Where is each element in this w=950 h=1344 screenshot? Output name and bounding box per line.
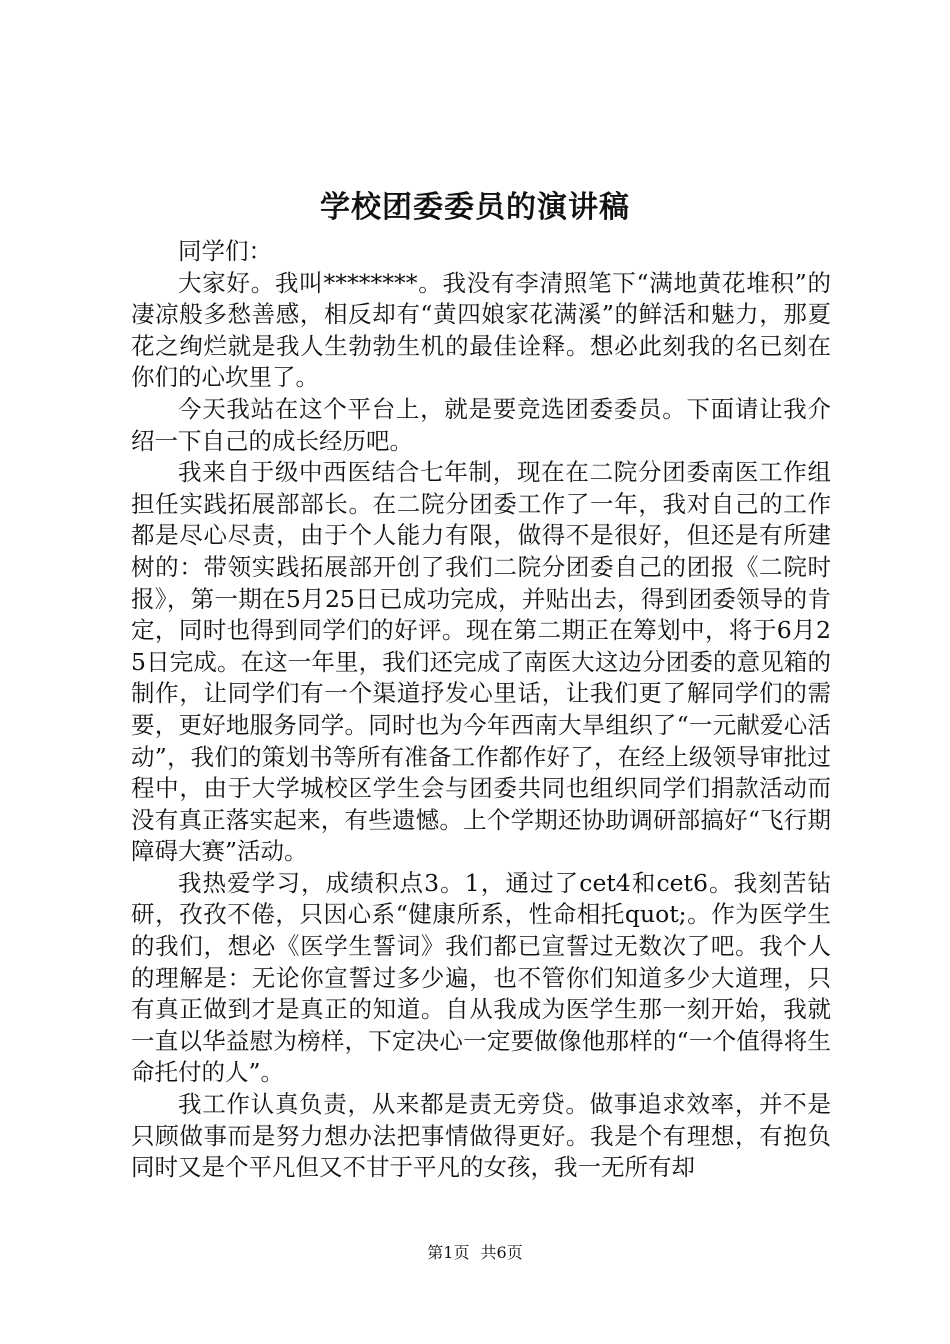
document-body — [131, 236, 831, 1184]
page-total: 共6页 — [480, 1243, 523, 1262]
paragraph-work-experience: 我来自于级中西医结合七年制，现在在二院分团委南医工作组担任实践拓展部部长。在二院分团委工作了一年，我对自己的工作都是尽心尽责，由于个人能力有限，做得不是很好，但还是有所建树的：带领实践拓展部开创了我们二院分团委自己的团报《二院时报》，第一期在5月25日已成功完成，并贴出去，得到团委领导的肯定，同时也得到同学们的好评。现在第二期正在筹划中，将于6月25日完成。在这一年里，我们还完成了南医大这边分团委的意见箱的制作，让同学们有一个渠道抒发心里话，让我们更了解同学们的需要，更好地服务同学。同时也为今年西南大旱组织了“一元献爱心活动”，我们的策划书等所有准备工作都作好了，在经上级领导审批过程中，由于大学城校区学生会与团委共同也组织同学们捐款活动而没有真正落实起来，有些遗憾。上个学期还协助调研部搞好“飞行期障碍大赛”活动。 — [131, 458, 831, 866]
paragraph-introduction: 大家好。我叫********。我没有李清照笔下“满地黄花堆积”的凄凉般多愁善感，相反却有“黄四娘家花满溪”的鲜活和魅力，那夏花之绚烂就是我人生勃勃生机的最佳诠释。想必此刻我的名已刻在你们的心坎里了。 — [131, 268, 831, 392]
paragraph-purpose: 今天我站在这个平台上，就是要竞选团委委员。下面请让我介绍一下自己的成长经历吧。 — [131, 394, 831, 455]
document-title: 学校团委委员的演讲稿 — [320, 190, 630, 225]
paragraph-attitude: 我工作认真负责，从来都是责无旁贷。做事追求效率，并不是只顾做事而是努力想办法把事情做得更好。我是个有理想，有抱负同时又是个平凡但又不甘于平凡的女孩，我一无所有却 — [131, 1090, 831, 1182]
page-footer — [0, 1241, 950, 1265]
paragraph-study: 我热爱学习，成绩积点3。1，通过了cet4和cet6。我刻苦钻研，孜孜不倦，只因心系“健康所系，性命相托quot;。作为医学生的我们，想必《医学生誓词》我们都已宣誓过无数次了吧。我个人的理解是：无论你宣誓过多少遍，也不管你们知道多少大道理，只有真正做到才是真正的知道。自从我成为医学生那一刻开始，我就一直以华益慰为榜样，下定决心一定要做像他那样的“一个值得将生命托付的人”。 — [131, 868, 831, 1087]
paragraph-greeting: 同学们： — [178, 237, 272, 265]
page-number: 第1页 — [427, 1243, 470, 1262]
